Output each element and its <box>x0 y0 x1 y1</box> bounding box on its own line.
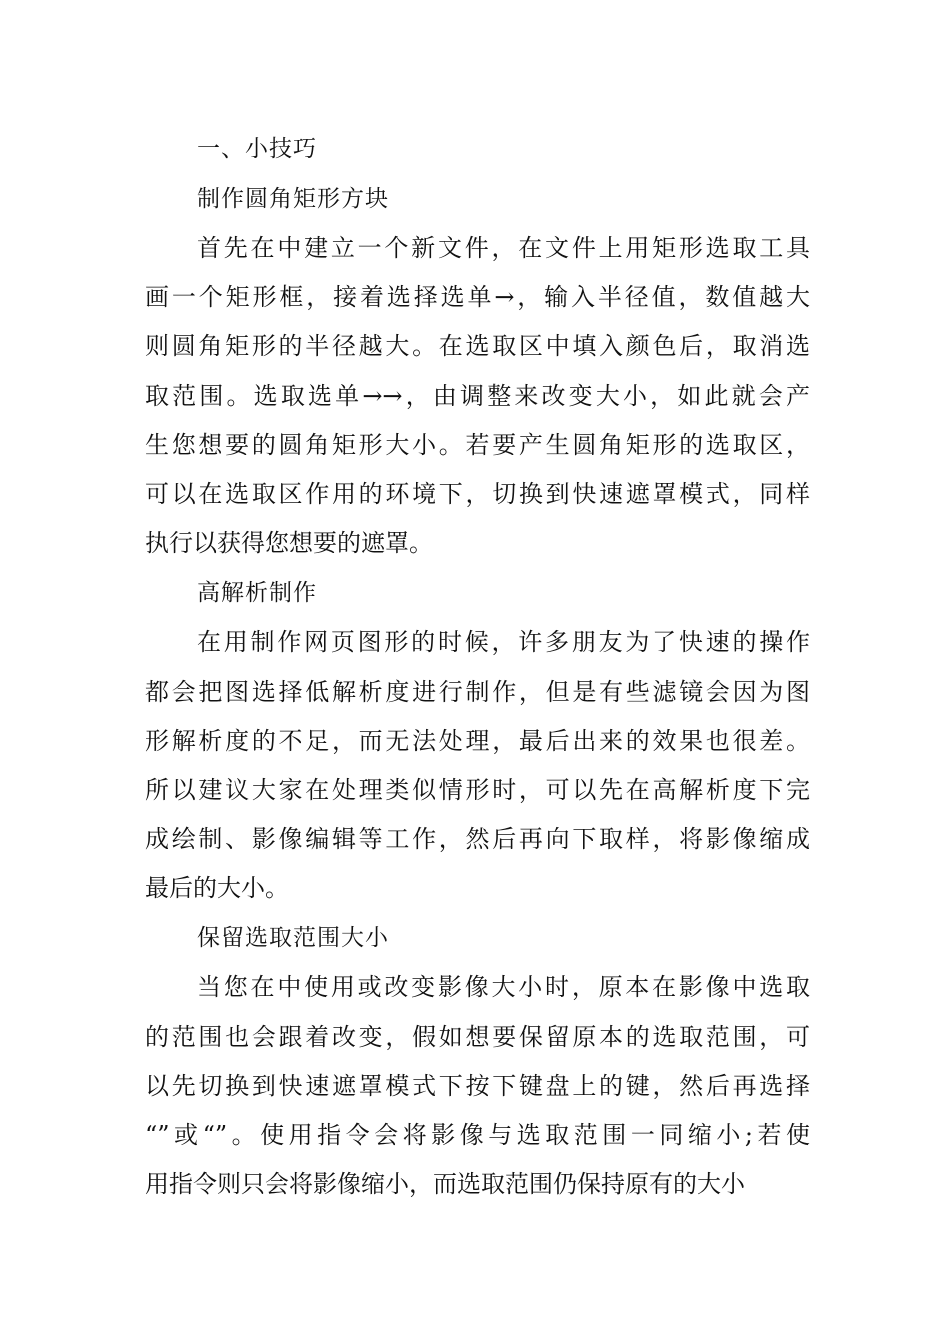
section-title: 保留选取范围大小 <box>197 925 389 952</box>
paragraph-line: 所以建议大家在处理类似情形时，可以先在高解析度下完 <box>145 775 810 804</box>
paragraph-line: 用指令则只会将影像缩小，而选取范围仍保持原有的大小 <box>145 1170 745 1199</box>
paragraph-line: 最后的大小。 <box>145 874 289 903</box>
paragraph-line: 则圆角矩形的半径越大。在选取区中填入颜色后，取消选 <box>145 332 810 361</box>
paragraph-line: 画一个矩形框，接着选择选单→，输入半径值，数值越大 <box>145 283 810 312</box>
section-title: 制作圆角矩形方块 <box>197 186 389 212</box>
paragraph-line: 首先在中建立一个新文件，在文件上用矩形选取工具 <box>197 234 810 262</box>
paragraph-line: 执行以获得您想要的遮罩。 <box>145 529 433 558</box>
document-body <box>145 124 810 1209</box>
paragraph-line: 成绘制、影像编辑等工作，然后再向下取样，将影像缩成 <box>145 825 810 854</box>
paragraph-line: 生您想要的圆角矩形大小。若要产生圆角矩形的选取区， <box>145 430 810 459</box>
paragraph-line: 在用制作网页图形的时候，许多朋友为了快速的操作 <box>197 628 810 657</box>
section-title: 高解析制作 <box>197 580 317 607</box>
paragraph-line: 以先切换到快速遮罩模式下按下键盘上的键，然后再选择 <box>145 1071 810 1100</box>
paragraph-line: 可以在选取区作用的环境下，切换到快速遮罩模式，同样 <box>145 479 810 508</box>
main-heading: 一、小技巧 <box>197 136 317 162</box>
section-paragraph <box>145 963 810 1209</box>
paragraph-line: 取范围。选取选单→→，由调整来改变大小，如此就会产 <box>145 381 810 410</box>
section-paragraph <box>145 618 810 913</box>
paragraph-line: “”或“”。使用指令会将影像与选取范围一同缩小;若使 <box>145 1121 810 1149</box>
section-paragraph <box>145 224 810 568</box>
paragraph-line: 当您在中使用或改变影像大小时，原本在影像中选取 <box>197 973 810 1002</box>
paragraph-line: 形解析度的不足，而无法处理，最后出来的效果也很差。 <box>145 726 810 755</box>
paragraph-line: 都会把图选择低解析度进行制作，但是有些滤镜会因为图 <box>145 677 810 706</box>
paragraph-line: 的范围也会跟着改变，假如想要保留原本的选取范围，可 <box>145 1022 810 1051</box>
